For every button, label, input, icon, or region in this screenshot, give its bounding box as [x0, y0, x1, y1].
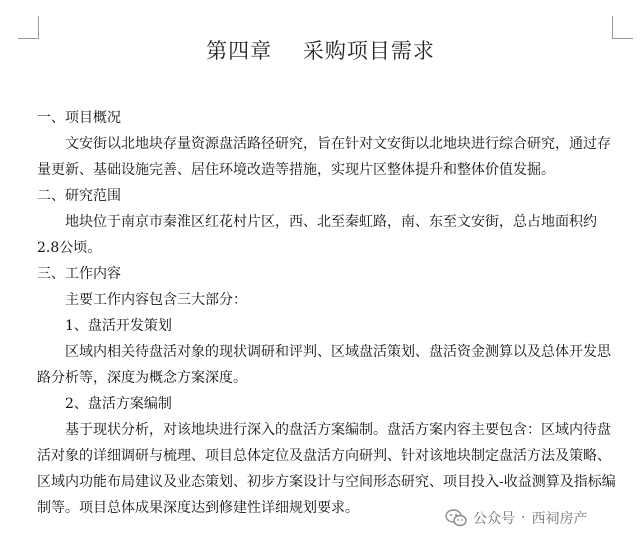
paragraph-plan-compilation: 基于现状分析，对该地块进行深入的盘活方案编制。盘活方案内容主要包含：区域内待盘活对象的详细调研与梳理、项目总体定位及盘活方向研判、针对该地块制定盘活方法及策略、区域内功能布局建议及业态策划、初步方案设计与空间形态研究、项目投入-收益测算及指标编制等。项目总体成果深度达到修建性详细规划要求。 [37, 422, 616, 516]
paragraph-work-intro: 主要工作内容包含三大部分： [65, 292, 247, 308]
wechat-watermark [445, 505, 587, 531]
section-heading-work-content: 三、工作内容 [37, 266, 121, 282]
wechat-icon [445, 509, 467, 527]
subheading-plan-compilation: 2、盘活方案编制 [65, 396, 172, 412]
subheading-development-planning: 1、盘活开发策划 [65, 318, 172, 334]
section-heading-overview: 一、项目概况 [37, 110, 121, 126]
watermark-separator: · [521, 510, 526, 526]
document-body [37, 105, 617, 521]
chapter-title: 第四章 采购项目需求 [206, 39, 435, 63]
paragraph-overview: 文安街以北地块存量资源盘活路径研究，旨在针对文安街以北地块进行综合研究，通过存量更新、基础设施完善、居住环境改造等措施，实现片区整体提升和整体价值发掘。 [37, 136, 611, 178]
section-heading-scope: 二、研究范围 [37, 188, 121, 204]
paragraph-scope: 地块位于南京市秦淮区红花村片区，西、北至秦虹路，南、东至文安街，总占地面积约2.8公顷。 [37, 214, 597, 256]
watermark-account: 西祠房产 [531, 511, 588, 527]
paragraph-development-planning: 区域内相关待盘活对象的现状调研和评判、区域盘活策划、盘活资金测算以及总体开发思路分析等，深度为概念方案深度。 [37, 344, 611, 386]
watermark-label: 公众号 [473, 511, 515, 527]
